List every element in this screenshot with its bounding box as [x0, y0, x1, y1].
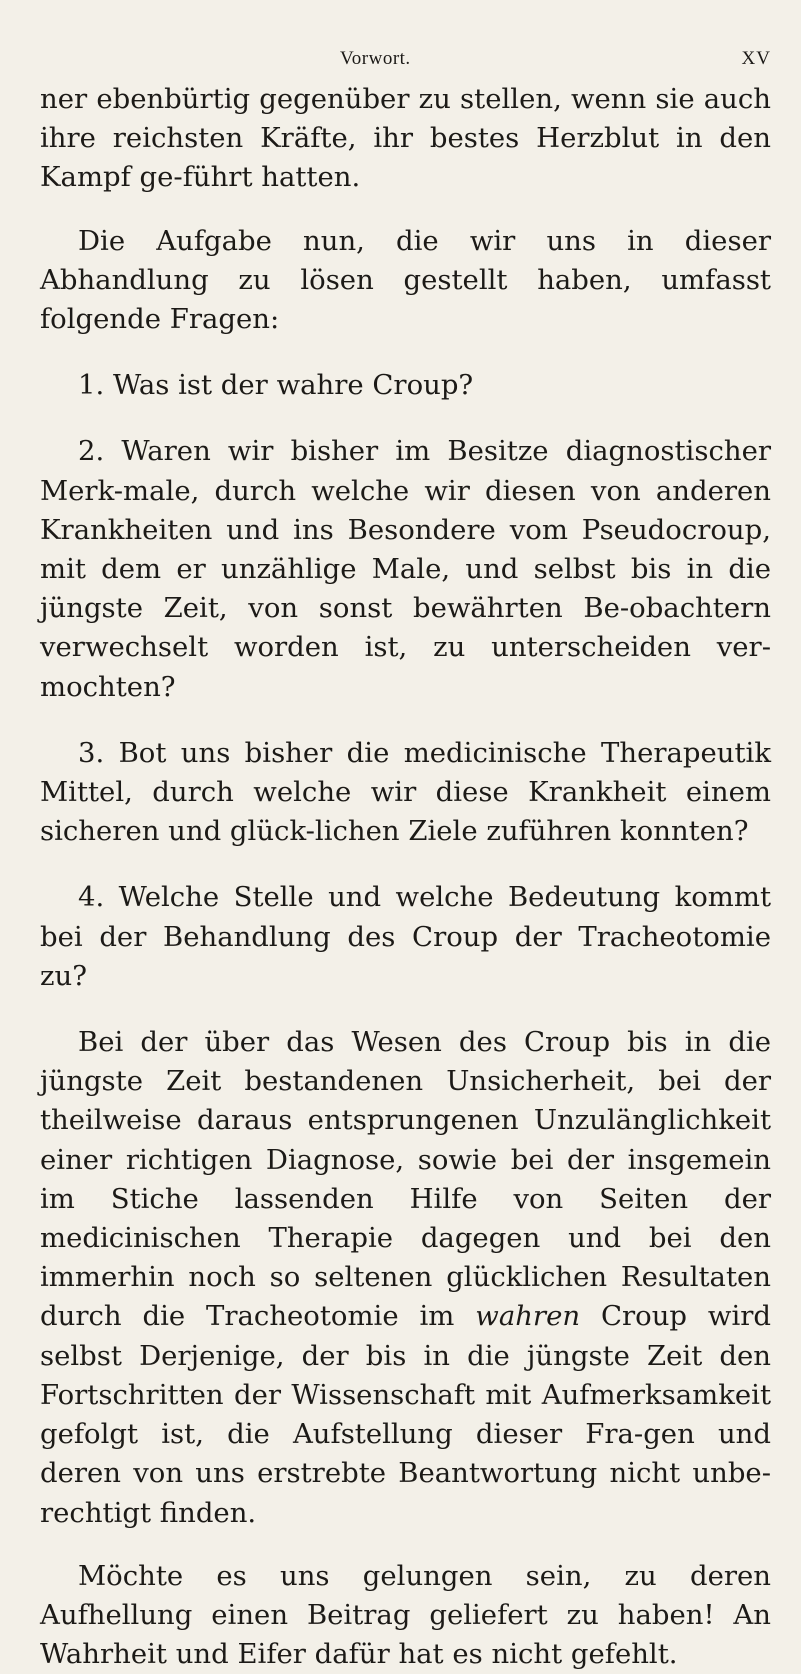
- paragraph-justification: [40, 1023, 771, 1533]
- body-text: [40, 80, 771, 1674]
- question-2: 2. Waren wir bisher im Besitze diagnostischer Merk-male, durch welche wir diesen von anderen Krankheiten und ins Besondere vom Pseudocroup, mit dem er unzählige Male, und selbst bis in die jüngste Zeit, von sonst bewährten Be-obachtern verwechselt worden ist, zu unterscheiden ver-mochten?: [40, 435, 771, 703]
- question-3: 3. Bot uns bisher die medicinische Therapeutik Mittel, durch welche wir diese Krankheit einem sicheren und glück-lichen Ziele zuführen konnten?: [40, 736, 771, 848]
- paragraph-continuation: ner ebenbürtig gegenüber zu stellen, wenn sie auch ihre reichsten Kräfte, ihr bestes Herzblut in den Kampf ge-führt hatten.: [40, 83, 771, 194]
- question-4: 4. Welche Stelle und welche Bedeutung kommt bei der Behandlung des Croup der Tracheotomie zu?: [40, 881, 771, 992]
- running-title: Vorwort.: [340, 48, 411, 69]
- paragraph-closing: Möchte es uns gelungen sein, zu deren Aufhellung einen Beitrag geliefert zu haben! An Wahrheit und Eifer dafür hat es nicht gefehlt.: [40, 1559, 771, 1671]
- question-1: 1. Was ist der wahre Croup?: [78, 369, 474, 402]
- running-head: [40, 48, 771, 74]
- page-number: XV: [741, 48, 771, 69]
- paragraph-justification-part1: Bei der über das Wesen des Croup bis in die jüngste Zeit bestandenen Unsicherheit, bei der theilweise daraus entsprungenen Unzulänglichkeit einer richtigen Diagnose, sowie bei der insgemein im Stiche lassenden Hilfe von Seiten der medicinischen Therapie dagegen und bei den immerhin noch so seltenen glücklichen Resultaten durch die Tracheotomie im: [40, 1026, 771, 1333]
- paragraph-task: Die Aufgabe nun, die wir uns in dieser Abhandlung zu lösen gestellt haben, umfasst folgende Fragen:: [40, 224, 771, 336]
- paragraph-justification-part2: Croup wird selbst Derjenige, der bis in die jüngste Zeit den Fortschritten der Wissenschaft mit Aufmerksamkeit gefolgt ist, die Aufstellung dieser Fra-gen und deren von uns erstrebte Beantwortung nicht unbe-rechtigt finden.: [40, 1300, 771, 1529]
- emphasis-wahren: wahren: [475, 1300, 581, 1333]
